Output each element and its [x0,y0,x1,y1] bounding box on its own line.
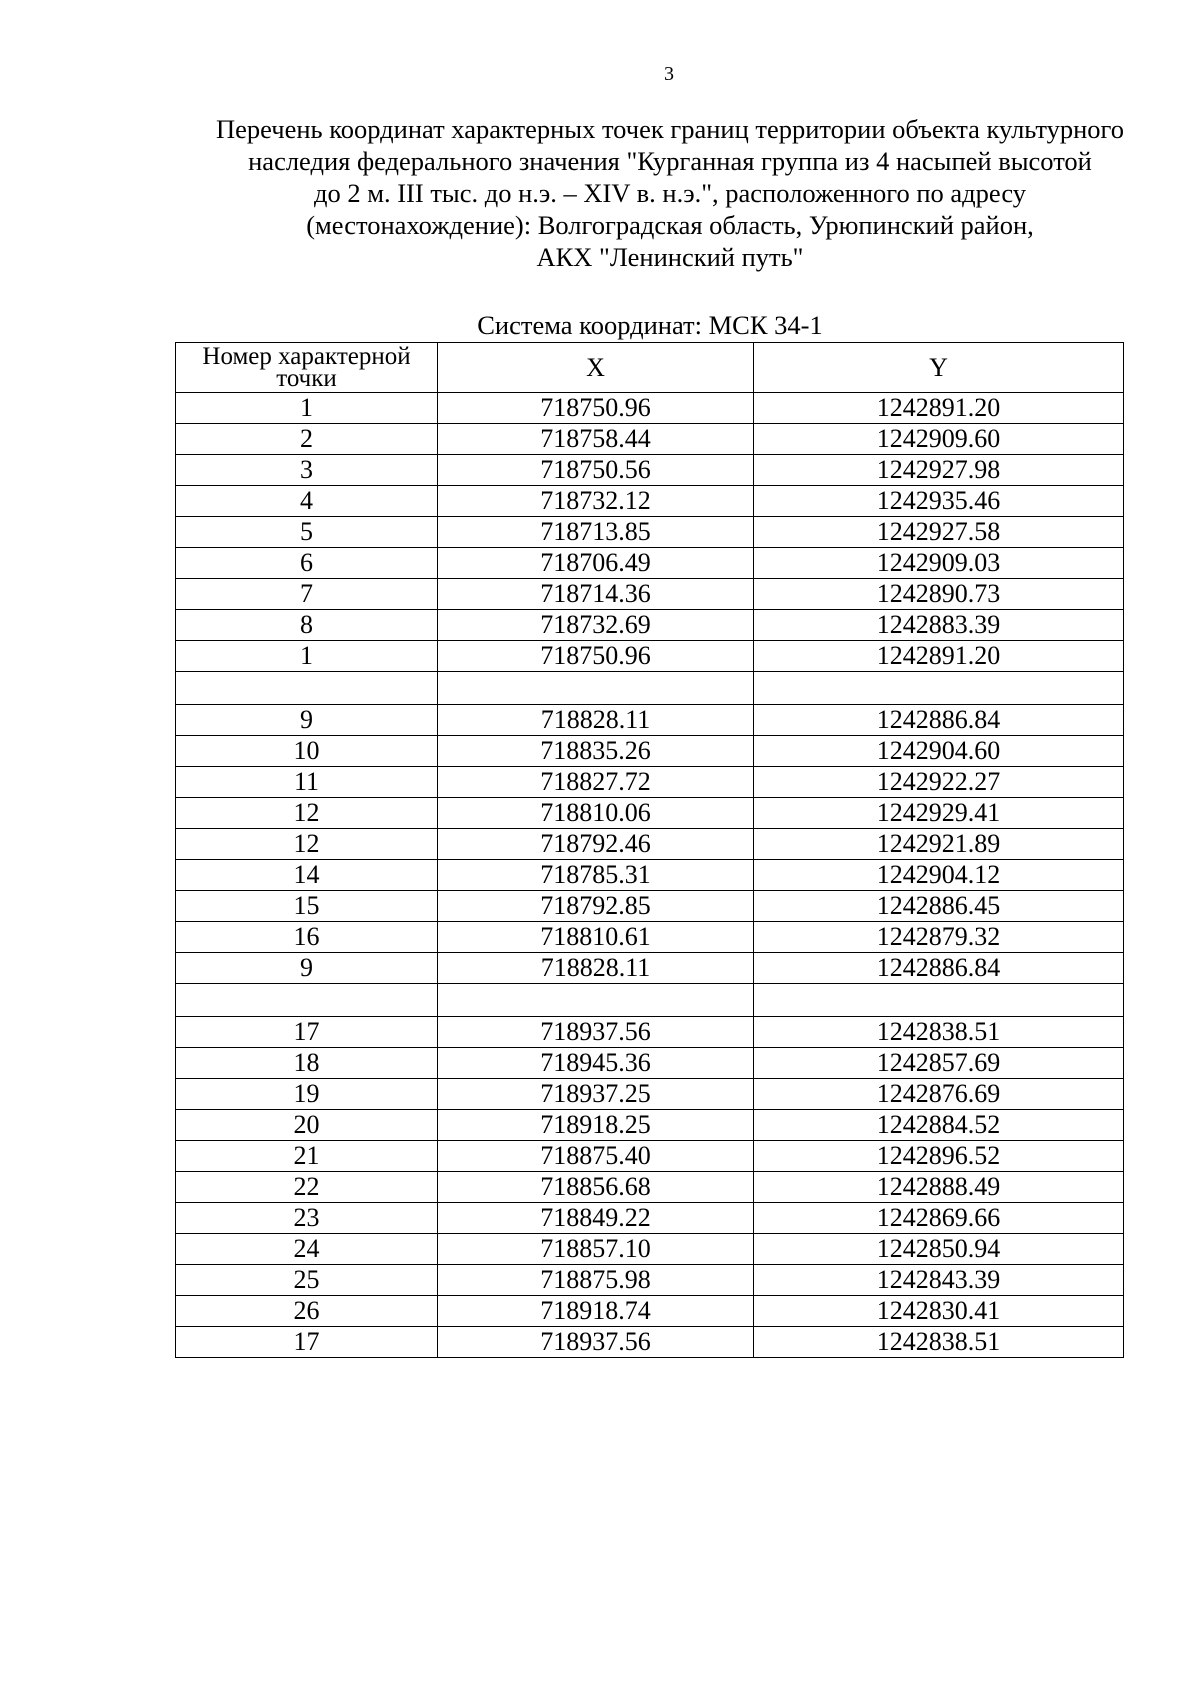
table-row [176,1296,1124,1327]
point-number-cell: 10 [176,736,438,767]
table-row [176,1079,1124,1110]
x-coordinate-cell: 718714.36 [438,579,754,610]
point-number-cell: 26 [176,1296,438,1327]
table-row [176,1172,1124,1203]
point-number-cell: 4 [176,486,438,517]
x-coordinate-cell: 718856.68 [438,1172,754,1203]
y-coordinate-cell: 1242886.84 [754,705,1124,736]
point-number-cell: 14 [176,860,438,891]
point-number-cell: 9 [176,953,438,984]
y-coordinate-cell: 1242879.32 [754,922,1124,953]
x-coordinate-cell: 718750.56 [438,455,754,486]
x-coordinate-cell: 718857.10 [438,1234,754,1265]
table-row [176,922,1124,953]
title-line: (местонахождение): Волгоградская область, Урюпинский район, [306,210,1034,240]
table-row [176,486,1124,517]
table-body [176,393,1124,1358]
y-coordinate-cell: 1242896.52 [754,1141,1124,1172]
y-coordinate-cell [754,984,1124,1017]
title-line: наследия федерального значения "Курганная группа из 4 насыпей высотой [248,146,1092,176]
y-coordinate-cell: 1242843.39 [754,1265,1124,1296]
table-row [176,1110,1124,1141]
point-number-cell: 20 [176,1110,438,1141]
table-row [176,1017,1124,1048]
point-number-cell: 7 [176,579,438,610]
y-coordinate-cell: 1242935.46 [754,486,1124,517]
x-coordinate-cell: 718875.98 [438,1265,754,1296]
y-coordinate-cell: 1242838.51 [754,1017,1124,1048]
x-coordinate-cell: 718713.85 [438,517,754,548]
y-coordinate-cell: 1242904.12 [754,860,1124,891]
point-number-cell: 23 [176,1203,438,1234]
table-row [176,767,1124,798]
x-coordinate-cell: 718750.96 [438,641,754,672]
x-coordinate-cell: 718732.69 [438,610,754,641]
y-coordinate-cell: 1242886.45 [754,891,1124,922]
table-row [176,424,1124,455]
table-row [176,610,1124,641]
x-coordinate-cell: 718827.72 [438,767,754,798]
document-title [160,113,1180,273]
x-coordinate-cell: 718785.31 [438,860,754,891]
x-coordinate-cell: 718849.22 [438,1203,754,1234]
table-row [176,798,1124,829]
point-number-cell: 11 [176,767,438,798]
table-row [176,891,1124,922]
x-coordinate-cell: 718918.25 [438,1110,754,1141]
x-coordinate-cell: 718828.11 [438,953,754,984]
y-coordinate-cell: 1242884.52 [754,1110,1124,1141]
x-coordinate-cell: 718918.74 [438,1296,754,1327]
x-coordinate-cell: 718792.46 [438,829,754,860]
point-number-cell: 22 [176,1172,438,1203]
point-number-cell: 21 [176,1141,438,1172]
table-row [176,1265,1124,1296]
title-line: АКХ "Ленинский путь" [536,242,804,272]
point-number-cell: 12 [176,798,438,829]
x-coordinate-cell: 718810.61 [438,922,754,953]
point-number-cell [176,984,438,1017]
point-number-cell: 18 [176,1048,438,1079]
y-coordinate-cell: 1242922.27 [754,767,1124,798]
y-coordinate-cell: 1242909.60 [754,424,1124,455]
x-coordinate-cell: 718835.26 [438,736,754,767]
table-row [176,1141,1124,1172]
table-row [176,736,1124,767]
table-row [176,641,1124,672]
table-row [176,705,1124,736]
point-number-cell: 17 [176,1327,438,1358]
point-number-cell: 25 [176,1265,438,1296]
title-line: до 2 м. III тыс. до н.э. – XIV в. н.э.", расположенного по адресу [313,178,1027,208]
y-coordinate-cell [754,672,1124,705]
x-coordinate-cell: 718828.11 [438,705,754,736]
x-coordinate-cell: 718937.56 [438,1327,754,1358]
point-number-cell: 15 [176,891,438,922]
y-coordinate-cell: 1242869.66 [754,1203,1124,1234]
page-number: 3 [664,63,674,85]
x-coordinate-cell: 718937.25 [438,1079,754,1110]
point-number-cell: 24 [176,1234,438,1265]
table-row [176,579,1124,610]
y-coordinate-cell: 1242830.41 [754,1296,1124,1327]
point-number-cell: 5 [176,517,438,548]
point-number-cell: 16 [176,922,438,953]
x-coordinate-cell: 718810.06 [438,798,754,829]
x-coordinate-cell: 718792.85 [438,891,754,922]
point-number-cell: 17 [176,1017,438,1048]
table-row [176,1203,1124,1234]
y-coordinate-cell: 1242929.41 [754,798,1124,829]
x-coordinate-cell: 718706.49 [438,548,754,579]
header-y: Y [754,343,1124,393]
table-row [176,672,1124,705]
table-row [176,517,1124,548]
table-row [176,455,1124,486]
x-coordinate-cell: 718750.96 [438,393,754,424]
x-coordinate-cell [438,984,754,1017]
point-number-cell: 1 [176,393,438,424]
y-coordinate-cell: 1242909.03 [754,548,1124,579]
table-row [176,953,1124,984]
table-row [176,1234,1124,1265]
y-coordinate-cell: 1242876.69 [754,1079,1124,1110]
point-number-cell: 3 [176,455,438,486]
point-number-cell: 12 [176,829,438,860]
point-number-cell [176,672,438,705]
title-line: Перечень координат характерных точек границ территории объекта культурного [216,114,1124,144]
table-row [176,1048,1124,1079]
table-row [176,548,1124,579]
point-number-cell: 6 [176,548,438,579]
y-coordinate-cell: 1242927.58 [754,517,1124,548]
coordinate-system-label: Система координат: МСК 34-1 [477,310,823,340]
y-coordinate-cell: 1242891.20 [754,393,1124,424]
y-coordinate-cell: 1242850.94 [754,1234,1124,1265]
point-number-cell: 8 [176,610,438,641]
point-number-cell: 1 [176,641,438,672]
y-coordinate-cell: 1242921.89 [754,829,1124,860]
x-coordinate-cell: 718937.56 [438,1017,754,1048]
point-number-cell: 9 [176,705,438,736]
coordinates-table [175,342,1124,1358]
table-row [176,1327,1124,1358]
x-coordinate-cell: 718732.12 [438,486,754,517]
header-point-number: Номер характерной точки [176,343,438,393]
table-row [176,860,1124,891]
x-coordinate-cell [438,672,754,705]
y-coordinate-cell: 1242857.69 [754,1048,1124,1079]
table-row [176,393,1124,424]
y-coordinate-cell: 1242891.20 [754,641,1124,672]
y-coordinate-cell: 1242904.60 [754,736,1124,767]
header-x: X [438,343,754,393]
table-row [176,984,1124,1017]
y-coordinate-cell: 1242927.98 [754,455,1124,486]
x-coordinate-cell: 718945.36 [438,1048,754,1079]
table-header-row [176,343,1124,393]
y-coordinate-cell: 1242886.84 [754,953,1124,984]
table-row [176,829,1124,860]
point-number-cell: 19 [176,1079,438,1110]
point-number-cell: 2 [176,424,438,455]
x-coordinate-cell: 718875.40 [438,1141,754,1172]
y-coordinate-cell: 1242883.39 [754,610,1124,641]
y-coordinate-cell: 1242838.51 [754,1327,1124,1358]
y-coordinate-cell: 1242890.73 [754,579,1124,610]
x-coordinate-cell: 718758.44 [438,424,754,455]
y-coordinate-cell: 1242888.49 [754,1172,1124,1203]
